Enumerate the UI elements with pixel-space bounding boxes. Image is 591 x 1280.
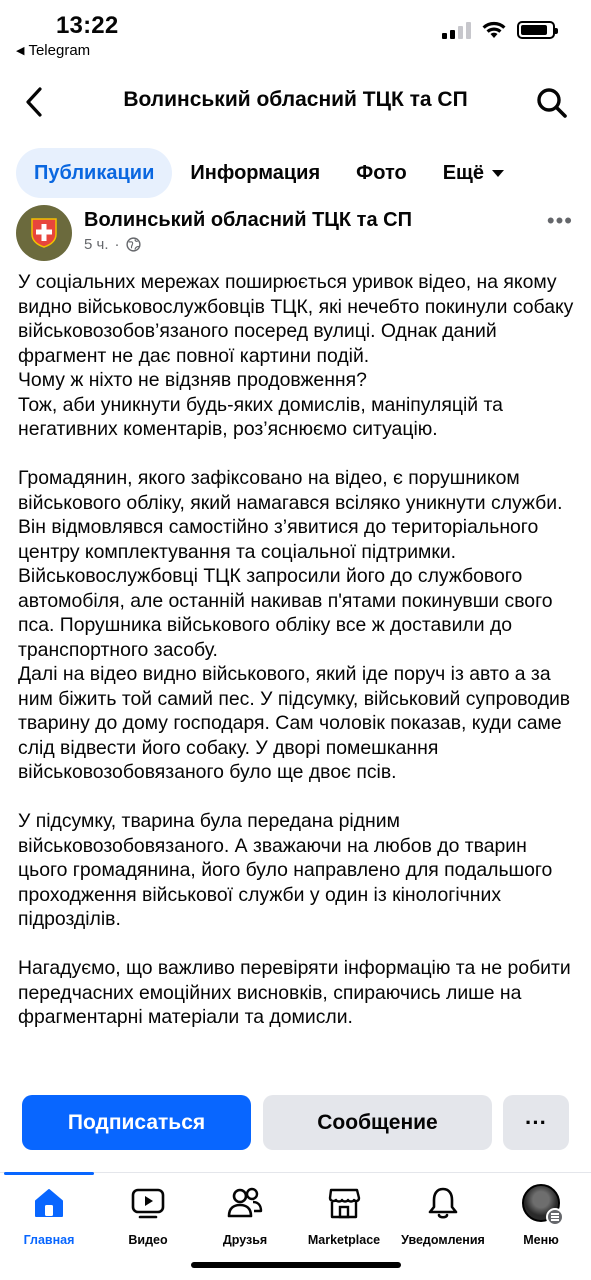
home-indicator[interactable] bbox=[191, 1262, 401, 1268]
message-button[interactable]: Сообщение bbox=[263, 1095, 492, 1150]
more-actions-button[interactable]: ··· bbox=[503, 1095, 569, 1150]
menu-badge-icon bbox=[546, 1208, 564, 1226]
video-icon bbox=[130, 1186, 166, 1220]
tab-more[interactable]: Ещё bbox=[425, 148, 522, 198]
nav-home[interactable] bbox=[0, 1183, 99, 1247]
post-text bbox=[18, 270, 578, 1030]
nav-marketplace[interactable] bbox=[294, 1183, 394, 1247]
nav-label: Главная bbox=[23, 1233, 75, 1247]
nav-label: Marketplace bbox=[307, 1233, 381, 1247]
nav-video[interactable] bbox=[98, 1183, 198, 1247]
page-title: Волинський обласний ТЦК та СП bbox=[123, 88, 468, 111]
page-header bbox=[0, 74, 591, 130]
post-paragraph: У соціальних мережах поширюється уривок відео, на якому видно військовослужбовців ТЦК, які нечебто покинули собаку військовозобов’язаного посеред вулиці. Однак даний фрагмент не дає повної картини подій. Чому ж ніхто не відзняв продовження? Тож, аби уникнути будь-яких домислів, маніпуляцій та негативних коментарів, роз’яснюємо ситуацію. bbox=[18, 271, 574, 440]
friends-icon bbox=[226, 1186, 264, 1220]
cellular-signal-icon bbox=[442, 21, 471, 39]
meta-separator: · bbox=[114, 236, 120, 253]
tab-publications[interactable]: Публикации bbox=[16, 148, 172, 198]
back-triangle-icon: ◀ bbox=[16, 45, 25, 57]
marketplace-icon bbox=[326, 1186, 362, 1220]
nav-label: Уведомления bbox=[401, 1233, 485, 1247]
nav-label: Видео bbox=[128, 1233, 168, 1247]
tab-information[interactable]: Информация bbox=[190, 161, 321, 184]
profile-menu-icon bbox=[522, 1184, 560, 1222]
wifi-icon bbox=[481, 20, 507, 40]
post-paragraph: Громадянин, якого зафіксовано на відео, є порушником військового обліку, який намагався всіляко уникнути служби. Він відмовлявся самостійно з’явитися до територіального центру комплектування та соціальної підтримки. Військовослужбовці ТЦК запросили його до службового автомобіля, але останній накивав п'ятами покинувши свого пса. Порушника військового обліку все ж доставили до транспортного засобу. Далі на відео видно військового, який іде поруч із авто а за ним біжить той самий пес. У підсумку, військовий супроводив тварину до дому господаря. Сам чоловік показав, куди саме слід відвести його собаку. У дворі помешкання військовозобовязаного було ще двоє псів. bbox=[18, 467, 571, 783]
post-paragraph: Нагадуємо, що важливо перевіряти інформацію та не робити передчасних емоційних висновків, спираючись лише на фрагментарні матеріали та домисли. bbox=[18, 957, 571, 1028]
nav-notifications[interactable] bbox=[393, 1183, 493, 1247]
status-bar bbox=[0, 0, 591, 66]
subscribe-button[interactable]: Подписаться bbox=[22, 1095, 251, 1150]
caret-down-icon bbox=[492, 170, 504, 177]
shield-cross-icon bbox=[31, 218, 57, 248]
post-time[interactable]: 5 ч. bbox=[84, 236, 109, 253]
bell-icon bbox=[426, 1185, 460, 1221]
page-avatar[interactable] bbox=[16, 205, 72, 261]
search-icon[interactable] bbox=[535, 86, 569, 120]
post-options-icon[interactable]: ••• bbox=[546, 208, 573, 233]
active-tab-indicator bbox=[4, 1172, 94, 1175]
clock: 13:22 bbox=[56, 12, 119, 39]
nav-label: Меню bbox=[523, 1233, 559, 1247]
post-meta bbox=[84, 236, 141, 253]
nav-menu[interactable] bbox=[491, 1183, 591, 1247]
battery-icon bbox=[517, 21, 555, 39]
status-icons bbox=[442, 20, 555, 40]
post-paragraph: У підсумку, тварина була передана рідним військовозобовязаного. А зважаючи на любов до тварин цього громадянина, його було направлено для подальшого проходження військової служби у один із кінологічних підрозділів. bbox=[18, 810, 553, 930]
nav-friends[interactable] bbox=[195, 1183, 295, 1247]
back-to-telegram[interactable] bbox=[16, 42, 90, 59]
tab-photos[interactable]: Фото bbox=[356, 161, 407, 184]
nav-label: Друзья bbox=[222, 1233, 268, 1247]
globe-icon bbox=[126, 237, 141, 252]
back-app-label: Telegram bbox=[28, 42, 91, 59]
post-author[interactable]: Волинський обласний ТЦК та СП bbox=[84, 209, 412, 231]
home-icon bbox=[32, 1186, 66, 1220]
profile-tabs bbox=[16, 148, 522, 198]
